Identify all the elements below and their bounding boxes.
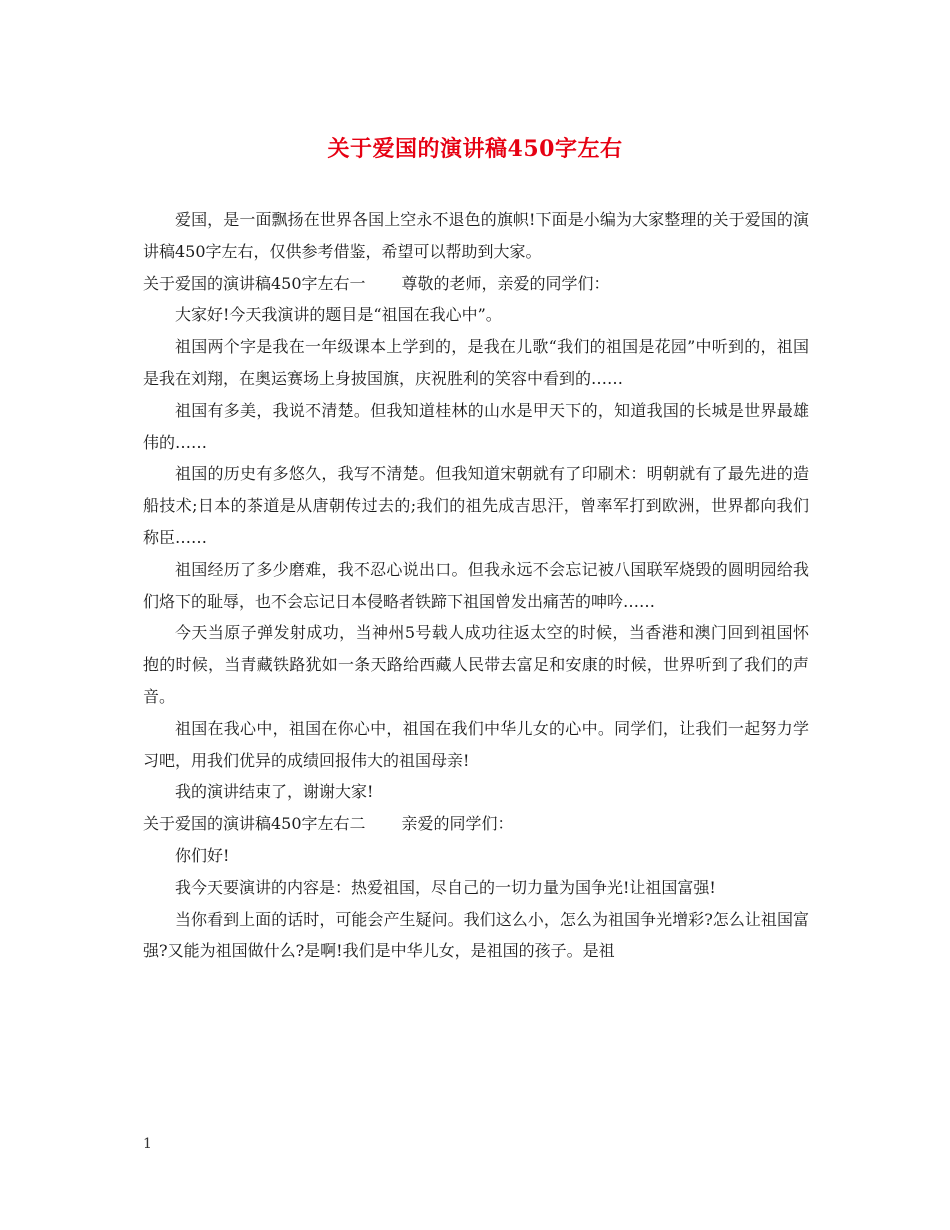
section-heading-line [143,268,809,300]
paragraph: 祖国有多美，我说不清楚。但我知道桂林的山水是甲天下的，知道我国的长城是世界最雄伟的…… [143,400,809,452]
paragraph: 爱国，是一面飘扬在世界各国上空永不退色的旗帜!下面是小编为大家整理的关于爱国的演讲稿450字左右，仅供参考借鉴，希望可以帮助到大家。 [143,210,809,261]
paragraph: 祖国经历了多少磨难，我不忍心说出口。但我永远不会忘记被八国联军烧毁的圆明园给我们烙下的耻辱，也不会忘记日本侵略者铁蹄下祖国曾发出痛苦的呻吟…… [143,559,809,611]
section-heading-line [143,808,809,840]
paragraph: 祖国的历史有多悠久，我写不清楚。但我知道宋朝就有了印刷术：明朝就有了最先进的造船技术;日本的茶道是从唐朝传过去的;我们的祖先成吉思汗，曾率军打到欧洲，世界都向我们称臣…… [143,464,809,547]
page-number: 1 [143,1136,152,1152]
paragraph: 你们好! [175,845,230,865]
paragraph: 当你看到上面的话时，可能会产生疑问。我们这么小，怎么为祖国争光增彩?怎么让祖国富强?又能为祖国做什么?是啊!我们是中华儿女，是祖国的孩子。是祖 [143,909,809,961]
document-body [143,204,809,967]
section-heading: 关于爱国的演讲稿450字左右二 [143,814,366,834]
section-heading: 关于爱国的演讲稿450字左右一 [143,273,366,293]
paragraph: 我的演讲结束了，谢谢大家! [175,782,374,802]
salutation: 亲爱的同学们： [401,814,514,834]
document-title: 关于爱国的演讲稿450字左右 [327,136,623,162]
paragraph: 祖国两个字是我在一年级课本上学到的，是我在儿歌“我们的祖国是花园”中听到的，祖国是我在刘翔，在奥运赛场上身披国旗，庆祝胜利的笑容中看到的…… [143,337,809,388]
paragraph: 我今天要演讲的内容是：热爱祖国，尽自己的一切力量为国争光!让祖国富强! [175,877,716,897]
paragraph: 大家好!今天我演讲的题目是“祖国在我心中”。 [175,305,502,325]
paragraph: 今天当原子弹发射成功，当神州5号载人成功往返太空的时候，当香港和澳门回到祖国怀抱的时候，当青藏铁路犹如一条天路给西藏人民带去富足和安康的时候，世界听到了我们的声音。 [143,623,809,706]
paragraph: 祖国在我心中，祖国在你心中，祖国在我们中华儿女的心中。同学们，让我们一起努力学习吧，用我们优异的成绩回报伟大的祖国母亲! [143,718,809,770]
salutation: 尊敬的老师，亲爱的同学们： [401,273,610,293]
